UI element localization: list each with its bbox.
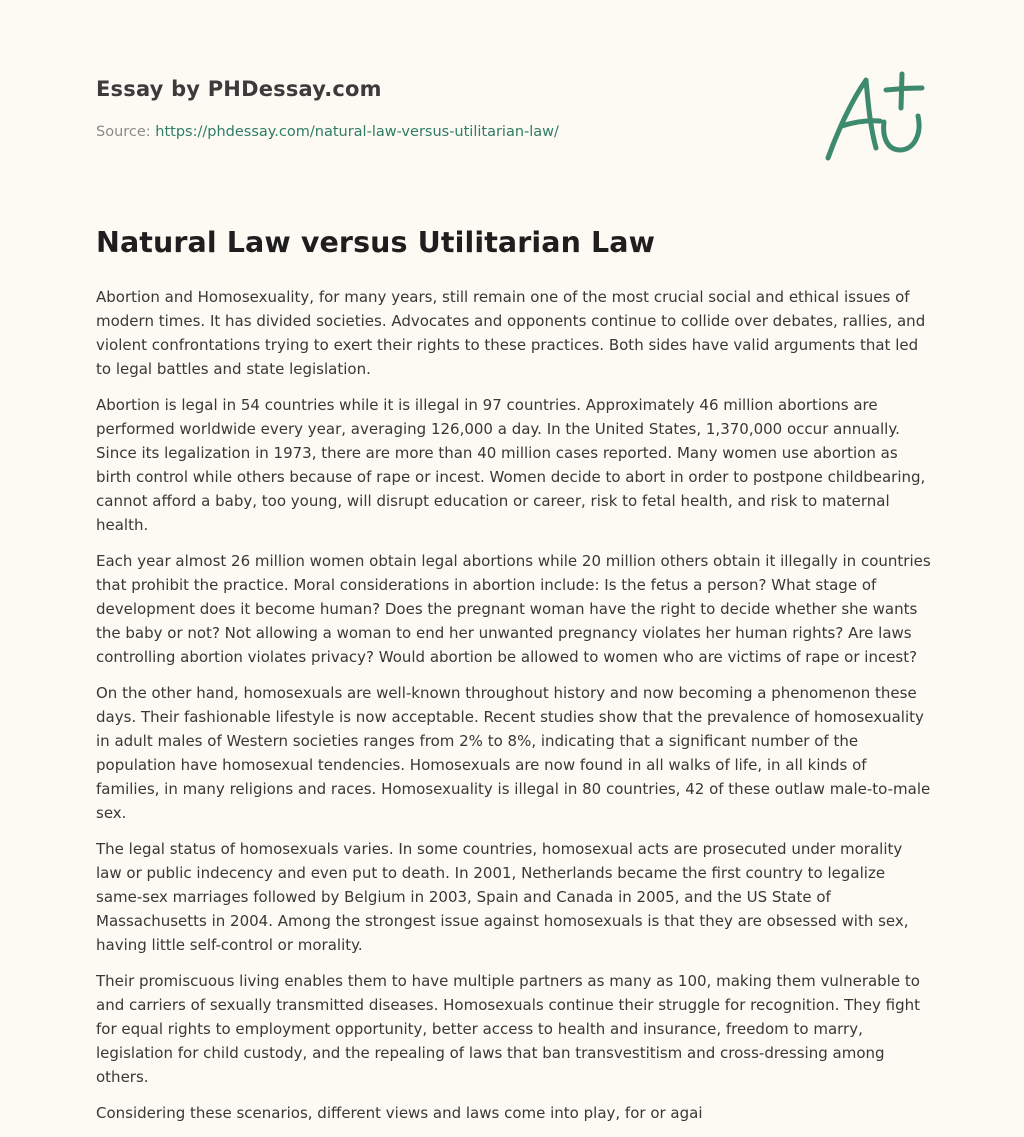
paragraph: Abortion and Homosexuality, for many years, still remain one of the most crucial social and ethical issues of modern times. It has divided societies. Advocates and opponents continue to collide over debates, rallies, and violent confrontations trying to exert their rights to these practices. Both sides have valid arguments that led to legal battles and state legislation. xyxy=(96,288,926,378)
document-title: Natural Law versus Utilitarian Law xyxy=(96,226,656,259)
paragraph: Abortion is legal in 54 countries while it is illegal in 97 countries. Approximately 46 million abortions are performed worldwide every year, averaging 126,000 a day. In the United States, 1,370,000 occur annually. Since its legalization in 1973, there are more than 40 million cases reported. Many women use abortion as birth control while others because of rape or incest. Women decide to abort in order to postpone childbearing, cannot afford a baby, too young, will disrupt education or career, risk to fetal health, and risk to maternal health. xyxy=(96,396,926,534)
paragraph: The legal status of homosexuals varies. In some countries, homosexual acts are prosecuted under morality law or public indecency and even put to death. In 2001, Netherlands became the first country to legalize same-sex marriages followed by Belgium in 2003, Spain and Canada in 2005, and the US State of Massachusetts in 2004. Among the strongest issue against homosexuals is that they are obsessed with sex, having little self-control or morality. xyxy=(96,840,909,954)
essay-body xyxy=(96,285,932,1137)
paragraph: Each year almost 26 million women obtain legal abortions while 20 million others obtain it illegally in countries that prohibit the practice. Moral considerations in abortion include: Is the fetus a person? What stage of development does it become human? Does the pregnant woman have the right to decide whether she wants the baby or not? Not allowing a woman to end her unwanted pregnancy violates her human rights? Are laws controlling abortion violates privacy? Would abortion be allowed to women who are victims of rape or incest? xyxy=(96,552,931,666)
site-title: Essay by PHDessay.com xyxy=(96,77,382,101)
source-label: Source: xyxy=(96,124,156,140)
essay-page xyxy=(96,0,932,1122)
page-header xyxy=(96,0,932,160)
paragraph: Considering these scenarios, different views and laws come into play, for or agai xyxy=(96,1104,703,1122)
source-link[interactable]: https://phdessay.com/natural-law-versus-utilitarian-law/ xyxy=(155,124,559,140)
paragraph: On the other hand, homosexuals are well-known throughout history and now becoming a phenomenon these days. Their fashionable lifestyle is now acceptable. Recent studies show that the prevalence of homosexuality in adult males of Western societies ranges from 2% to 8%, indicating that a significant number of the population have homosexual tendencies. Homosexuals are now found in all walks of life, in all kinds of families, in many religions and races. Homosexuality is illegal in 80 countries, 42 of these outlaw male-to-male sex. xyxy=(96,684,931,822)
a-plus-logo-icon xyxy=(824,66,928,164)
source-line xyxy=(96,124,559,140)
paragraph: Their promiscuous living enables them to have multiple partners as many as 100, making them vulnerable to and carriers of sexually transmitted diseases. Homosexuals continue their struggle for recognition. They fight for equal rights to employment opportunity, better access to health and insurance, freedom to marry, legislation for child custody, and the repealing of laws that ban transvestitism and cross-dressing among others. xyxy=(96,972,921,1086)
